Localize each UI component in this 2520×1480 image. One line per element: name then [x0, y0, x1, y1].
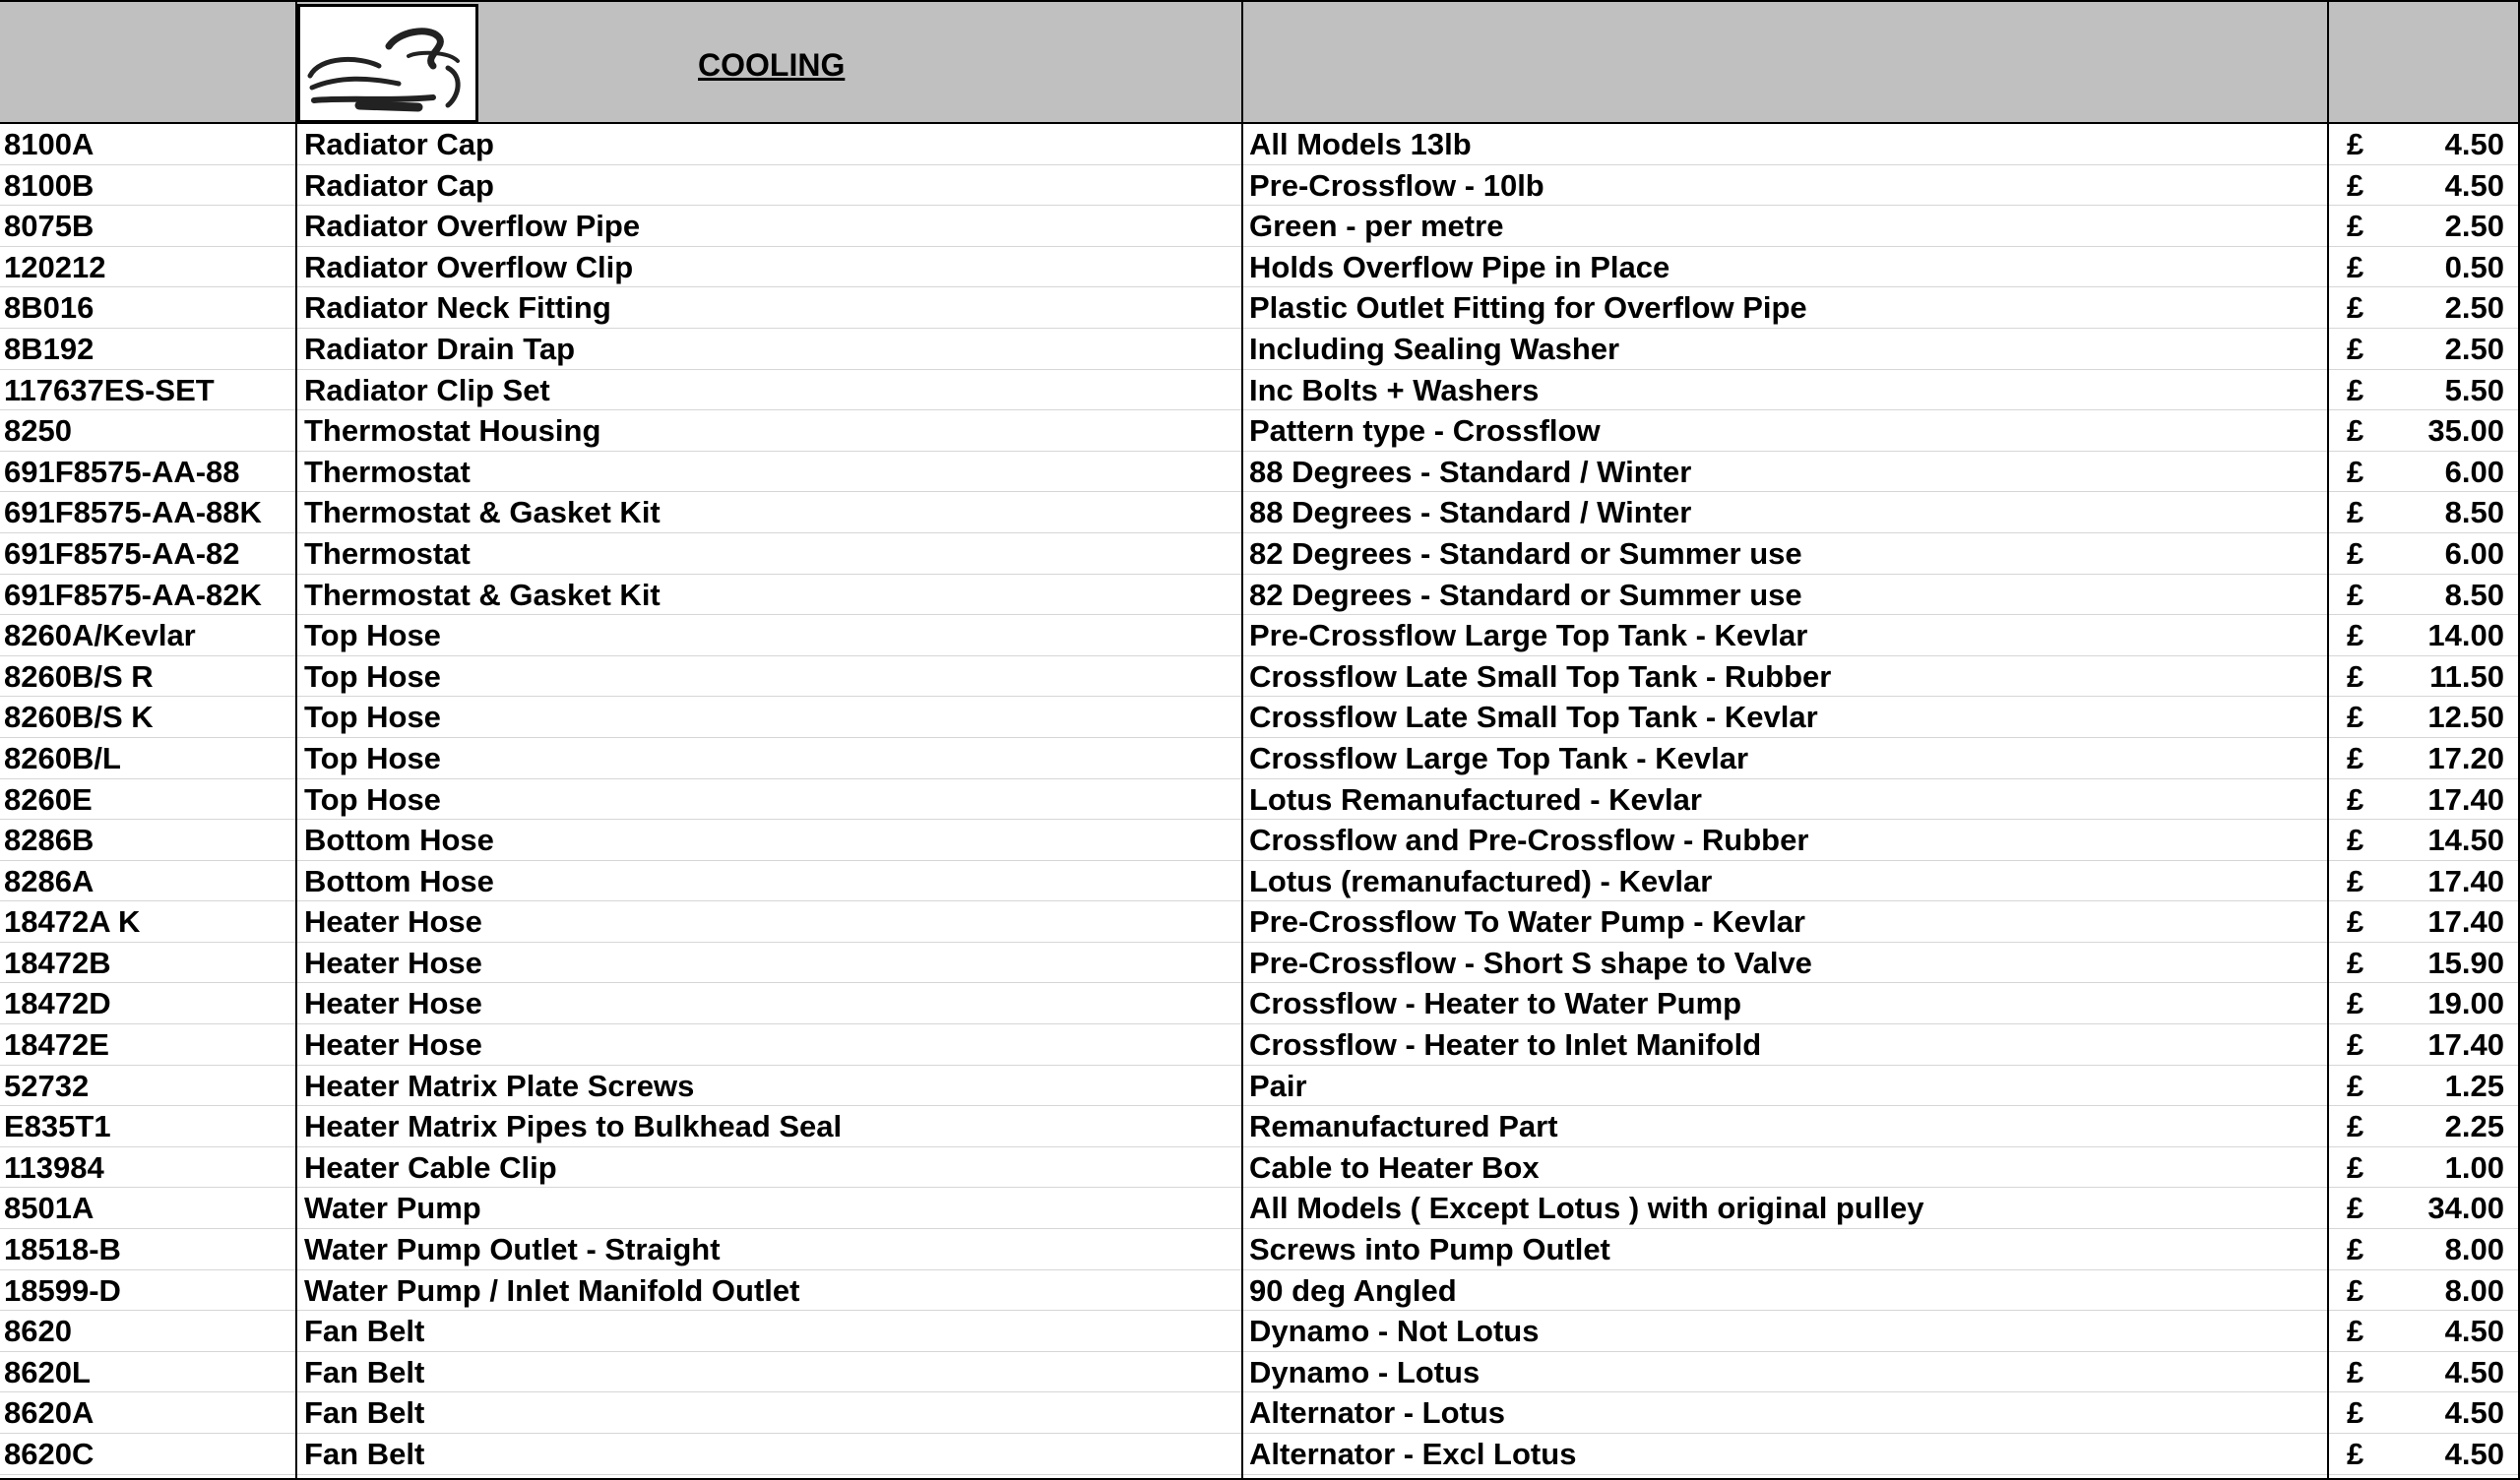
table-row: [0, 1066, 2520, 1107]
part-name: Fan Belt: [304, 1354, 425, 1389]
part-price: 17.20: [2427, 740, 2504, 775]
part-code: 8B192: [4, 331, 94, 366]
table-row: [0, 1352, 2520, 1393]
part-price: 19.00: [2427, 986, 2504, 1021]
part-code: 8620: [4, 1314, 72, 1349]
part-name: Radiator Overflow Clip: [304, 249, 634, 284]
part-description: Pair: [1249, 1068, 1307, 1103]
table-row: [0, 1024, 2520, 1066]
currency-symbol: £: [2347, 290, 2364, 326]
part-description: Crossflow - Heater to Water Pump: [1249, 986, 1742, 1021]
currency-symbol: £: [2347, 1191, 2364, 1226]
part-code: 8260B/L: [4, 740, 121, 775]
part-price: 2.25: [2444, 1109, 2504, 1144]
table-row: [0, 779, 2520, 821]
part-price: 12.50: [2427, 700, 2504, 735]
part-name: Radiator Cap: [304, 127, 494, 161]
part-description: Pre-Crossflow - 10lb: [1249, 167, 1544, 203]
part-code: 120212: [4, 249, 106, 284]
currency-symbol: £: [2347, 1314, 2364, 1349]
part-description: All Models ( Except Lotus ) with original pulley: [1249, 1191, 1924, 1226]
part-code: 691F8575-AA-82K: [4, 577, 262, 612]
part-code: 8250: [4, 413, 72, 449]
part-name: Thermostat: [304, 535, 471, 571]
part-code: 8620L: [4, 1354, 91, 1389]
table-row: [0, 943, 2520, 984]
part-price: 4.50: [2444, 1314, 2504, 1349]
currency-symbol: £: [2347, 740, 2364, 775]
part-price: 8.00: [2444, 1272, 2504, 1308]
currency-symbol: £: [2347, 823, 2364, 858]
part-code: 8260B/S R: [4, 658, 154, 694]
part-code: 18599-D: [4, 1272, 121, 1308]
part-code: 8620A: [4, 1395, 94, 1431]
part-price: 34.00: [2427, 1191, 2504, 1226]
part-description: 82 Degrees - Standard or Summer use: [1249, 577, 1802, 612]
part-name: Bottom Hose: [304, 863, 494, 898]
parts-table: [0, 124, 2520, 1475]
part-description: Inc Bolts + Washers: [1249, 372, 1540, 407]
table-row: [0, 410, 2520, 452]
part-code: 8260A/Kevlar: [4, 618, 196, 653]
currency-symbol: £: [2347, 1232, 2364, 1267]
part-price: 8.00: [2444, 1232, 2504, 1267]
part-name: Heater Hose: [304, 945, 482, 980]
part-code: 8286A: [4, 863, 94, 898]
part-name: Heater Hose: [304, 986, 482, 1021]
section-header: [0, 0, 2520, 124]
table-row: [0, 697, 2520, 738]
part-price: 15.90: [2427, 945, 2504, 980]
part-description: Pre-Crossflow To Water Pump - Kevlar: [1249, 904, 1805, 940]
part-name: Radiator Overflow Pipe: [304, 209, 641, 244]
currency-symbol: £: [2347, 658, 2364, 694]
part-price: 14.50: [2427, 823, 2504, 858]
currency-symbol: £: [2347, 372, 2364, 407]
currency-symbol: £: [2347, 535, 2364, 571]
part-name: Thermostat & Gasket Kit: [304, 495, 661, 530]
part-code: 8620C: [4, 1437, 94, 1471]
part-price: 4.50: [2444, 167, 2504, 203]
part-price: 1.00: [2444, 1149, 2504, 1185]
part-description: Crossflow Large Top Tank - Kevlar: [1249, 740, 1749, 775]
currency-symbol: £: [2347, 863, 2364, 898]
part-code: 8100B: [4, 167, 94, 203]
part-code: 8260E: [4, 781, 93, 817]
part-name: Radiator Drain Tap: [304, 331, 576, 366]
part-name: Top Hose: [304, 618, 441, 653]
table-row: [0, 1229, 2520, 1270]
part-price: 4.50: [2444, 1395, 2504, 1431]
currency-symbol: £: [2347, 1437, 2364, 1471]
part-name: Radiator Clip Set: [304, 372, 550, 407]
currency-symbol: £: [2347, 1149, 2364, 1185]
part-description: 82 Degrees - Standard or Summer use: [1249, 535, 1802, 571]
part-description: Lotus Remanufactured - Kevlar: [1249, 781, 1702, 817]
part-price: 14.00: [2427, 618, 2504, 653]
table-row: [0, 1147, 2520, 1189]
part-description: Pre-Crossflow - Short S shape to Valve: [1249, 945, 1812, 980]
part-code: 117637ES-SET: [4, 372, 215, 407]
part-name: Water Pump / Inlet Manifold Outlet: [304, 1272, 800, 1308]
part-description: Remanufactured Part: [1249, 1109, 1558, 1144]
table-row: [0, 329, 2520, 370]
table-row: [0, 738, 2520, 779]
part-name: Radiator Cap: [304, 167, 494, 203]
part-price: 8.50: [2444, 577, 2504, 612]
table-row: [0, 165, 2520, 207]
part-description: Pre-Crossflow Large Top Tank - Kevlar: [1249, 618, 1808, 653]
part-code: 8B016: [4, 290, 94, 326]
part-description: Dynamo - Not Lotus: [1249, 1314, 1540, 1349]
part-code: 691F8575-AA-88K: [4, 495, 262, 530]
part-name: Heater Hose: [304, 904, 482, 940]
table-row: [0, 247, 2520, 288]
part-description: Crossflow Late Small Top Tank - Rubber: [1249, 658, 1832, 694]
part-description: Crossflow Late Small Top Tank - Kevlar: [1249, 700, 1818, 735]
part-name: Heater Matrix Plate Screws: [304, 1068, 695, 1103]
part-price: 11.50: [2429, 658, 2504, 694]
currency-symbol: £: [2347, 945, 2364, 980]
part-price: 0.50: [2444, 249, 2504, 284]
part-price: 17.40: [2427, 1027, 2504, 1063]
part-code: E835T1: [4, 1109, 111, 1144]
part-price: 4.50: [2444, 1354, 2504, 1389]
part-name: Water Pump: [304, 1191, 481, 1226]
part-price: 1.25: [2444, 1068, 2504, 1103]
table-row: [0, 1270, 2520, 1312]
part-price: 5.50: [2444, 372, 2504, 407]
part-price: 2.50: [2444, 331, 2504, 366]
part-name: Heater Hose: [304, 1027, 482, 1063]
part-description: Cable to Heater Box: [1249, 1149, 1540, 1185]
part-name: Fan Belt: [304, 1314, 425, 1349]
part-name: Fan Belt: [304, 1395, 425, 1431]
part-description: Alternator - Lotus: [1249, 1395, 1506, 1431]
currency-symbol: £: [2347, 209, 2364, 244]
part-name: Heater Matrix Pipes to Bulkhead Seal: [304, 1109, 843, 1144]
currency-symbol: £: [2347, 413, 2364, 449]
part-price: 6.00: [2444, 454, 2504, 489]
part-price: 17.40: [2427, 904, 2504, 940]
currency-symbol: £: [2347, 167, 2364, 203]
currency-symbol: £: [2347, 577, 2364, 612]
currency-symbol: £: [2347, 1027, 2364, 1063]
part-code: 18472A K: [4, 904, 141, 940]
part-description: 90 deg Angled: [1249, 1272, 1457, 1308]
part-description: All Models 13lb: [1249, 127, 1472, 161]
table-row: [0, 1188, 2520, 1229]
part-price: 17.40: [2427, 863, 2504, 898]
column-divider: [2327, 124, 2329, 1480]
cooling-hoses-icon: [297, 4, 478, 123]
part-code: 18518-B: [4, 1232, 121, 1267]
table-row: [0, 615, 2520, 656]
table-row: [0, 370, 2520, 411]
currency-symbol: £: [2347, 1354, 2364, 1389]
table-row: [0, 492, 2520, 533]
part-code: 8286B: [4, 823, 94, 858]
part-description: Crossflow - Heater to Inlet Manifold: [1249, 1027, 1762, 1063]
currency-symbol: £: [2347, 331, 2364, 366]
currency-symbol: £: [2347, 249, 2364, 284]
part-code: 8260B/S K: [4, 700, 154, 735]
part-description: Crossflow and Pre-Crossflow - Rubber: [1249, 823, 1809, 858]
part-description: Screws into Pump Outlet: [1249, 1232, 1610, 1267]
part-name: Top Hose: [304, 700, 441, 735]
part-code: 691F8575-AA-88: [4, 454, 240, 489]
part-price: 6.00: [2444, 535, 2504, 571]
table-row: [0, 656, 2520, 698]
table-row: [0, 1311, 2520, 1352]
part-price: 35.00: [2427, 413, 2504, 449]
currency-symbol: £: [2347, 986, 2364, 1021]
part-code: 113984: [4, 1149, 104, 1185]
part-code: 8100A: [4, 127, 94, 161]
part-name: Top Hose: [304, 658, 441, 694]
part-code: 8501A: [4, 1191, 94, 1226]
table-row: [0, 861, 2520, 902]
part-description: Dynamo - Lotus: [1249, 1354, 1480, 1389]
currency-symbol: £: [2347, 1068, 2364, 1103]
table-row: [0, 901, 2520, 943]
currency-symbol: £: [2347, 781, 2364, 817]
table-row: [0, 124, 2520, 165]
header-divider: [1241, 2, 1243, 126]
currency-symbol: £: [2347, 1109, 2364, 1144]
part-name: Thermostat: [304, 454, 471, 489]
part-description: Holds Overflow Pipe in Place: [1249, 249, 1670, 284]
table-row: [0, 1392, 2520, 1434]
part-description: Plastic Outlet Fitting for Overflow Pipe: [1249, 290, 1807, 326]
part-description: Green - per metre: [1249, 209, 1504, 244]
table-row: [0, 820, 2520, 861]
part-name: Radiator Neck Fitting: [304, 290, 611, 326]
part-code: 8075B: [4, 209, 94, 244]
part-name: Water Pump Outlet - Straight: [304, 1232, 721, 1267]
part-code: 18472D: [4, 986, 111, 1021]
part-price: 4.50: [2444, 1437, 2504, 1471]
part-name: Thermostat & Gasket Kit: [304, 577, 661, 612]
currency-symbol: £: [2347, 700, 2364, 735]
part-name: Fan Belt: [304, 1437, 425, 1471]
column-divider: [295, 124, 297, 1480]
part-price: 2.50: [2444, 290, 2504, 326]
part-description: Alternator - Excl Lotus: [1249, 1437, 1577, 1471]
part-description: Pattern type - Crossflow: [1249, 413, 1601, 449]
currency-symbol: £: [2347, 1395, 2364, 1431]
part-name: Heater Cable Clip: [304, 1149, 557, 1185]
table-row: [0, 1434, 2520, 1475]
currency-symbol: £: [2347, 1272, 2364, 1308]
part-price: 4.50: [2444, 127, 2504, 161]
currency-symbol: £: [2347, 904, 2364, 940]
table-row: [0, 575, 2520, 616]
part-name: Top Hose: [304, 740, 441, 775]
part-name: Thermostat Housing: [304, 413, 601, 449]
part-code: 691F8575-AA-82: [4, 535, 240, 571]
part-price: 8.50: [2444, 495, 2504, 530]
table-row: [0, 452, 2520, 493]
table-row: [0, 287, 2520, 329]
currency-symbol: £: [2347, 618, 2364, 653]
section-title: COOLING: [698, 47, 846, 83]
currency-symbol: £: [2347, 454, 2364, 489]
part-name: Bottom Hose: [304, 823, 494, 858]
part-name: Top Hose: [304, 781, 441, 817]
table-row: [0, 533, 2520, 575]
part-description: Lotus (remanufactured) - Kevlar: [1249, 863, 1713, 898]
part-price: 2.50: [2444, 209, 2504, 244]
header-divider: [2327, 2, 2329, 126]
currency-symbol: £: [2347, 127, 2364, 161]
part-code: 52732: [4, 1068, 90, 1103]
part-description: 88 Degrees - Standard / Winter: [1249, 454, 1692, 489]
part-price: 17.40: [2427, 781, 2504, 817]
part-code: 18472E: [4, 1027, 109, 1063]
part-code: 18472B: [4, 945, 111, 980]
table-row: [0, 983, 2520, 1024]
part-description: 88 Degrees - Standard / Winter: [1249, 495, 1692, 530]
part-description: Including Sealing Washer: [1249, 331, 1620, 366]
column-divider: [1241, 124, 1243, 1480]
currency-symbol: £: [2347, 495, 2364, 530]
table-row: [0, 1106, 2520, 1147]
table-row: [0, 206, 2520, 247]
